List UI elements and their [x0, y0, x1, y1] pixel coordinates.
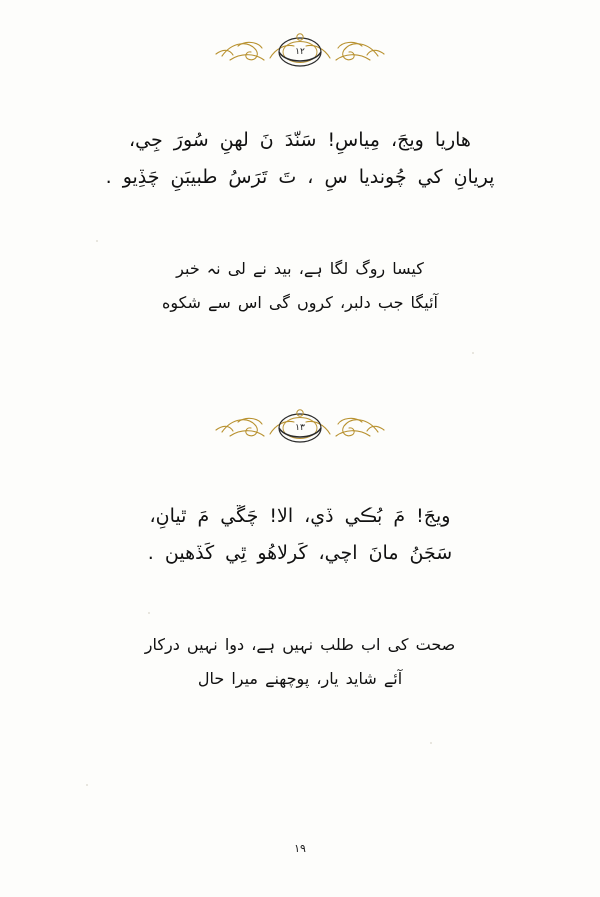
verse-block-urdu-1: [0, 252, 600, 319]
paper-speck: [430, 742, 432, 744]
verse-block-sindhi-2: [0, 498, 600, 572]
ornament-number-2: ١٣: [295, 422, 305, 433]
verse-line: ويجَ! مَ بُڪي ڏي، الا! چَڱي مَ ٿيانِ،: [149, 505, 451, 527]
ornament-divider-1: [0, 28, 600, 76]
verse-block-sindhi-1: [0, 122, 600, 196]
verse-line: سَجَنُ مانَ اچي، كَرلاهُو ٿِي كَڏهين .: [147, 542, 453, 565]
verse-line: صحت كى اب طلب نہيں ہے، دوا نہيں دركار: [144, 635, 456, 654]
verse-line: كيسا روگ لگا ہے، بيد نے لى نہ خبر: [176, 259, 424, 278]
verse-line: پريانِ كي چُونديا سِ ، تَ تَرَسُ طبيبَنِ چَڏِيو .: [105, 166, 495, 189]
ornament-number-1: ١٢: [295, 46, 305, 57]
verse-line: ھاريا ويجَ، مِياسِ! سَنّدَ نَ لھنِ سُورَ جِي،: [129, 129, 471, 151]
verse-line: آئے شايد يار، پوچھنے ميرا حال: [197, 668, 403, 688]
paper-speck: [472, 352, 474, 354]
verse-block-urdu-2: [0, 628, 600, 695]
page-folio-number: ١٩: [294, 842, 306, 855]
paper-speck: [148, 612, 150, 614]
ornament-divider-2: [0, 404, 600, 452]
paper-speck: [86, 784, 88, 786]
verse-line: آئيگا جب دلبر، كروں گى اس سے شكوه: [162, 292, 438, 312]
paper-speck: [96, 240, 98, 242]
